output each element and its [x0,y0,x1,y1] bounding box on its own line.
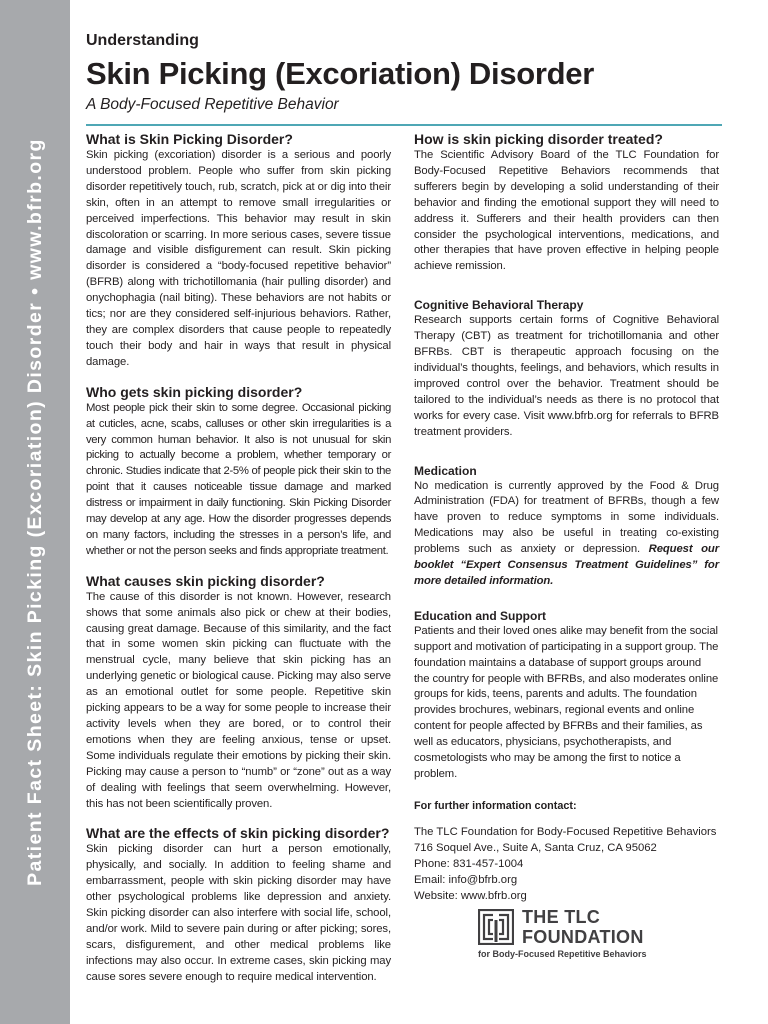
sidebar-band [0,0,70,1024]
left-column [86,130,391,986]
logo-text-line2: FOUNDATION [522,927,644,947]
section-body-who: Most people pick their skin to some degree. Occasional picking at cuticles, acne, scabs, calluses or other skin irregularities is a very common human behavior. It also is not unusual for skin picking to actually become a problem, whether temporary or chronic. Studies indicate that 2-5% of people pick their skin to the point that it causes noticeable tissue damage and marked distress or impairment in daily functioning. Skin Picking Disorder may develop at any age. How the disorder progresses depends on many factors, including the stresses in a person’s life, and whether or not the person seeks and finds appropriate treatment. [86,401,391,557]
contact-phone: Phone: 831-457-1004 [414,857,524,870]
contact-address: 716 Soquel Ave., Suite A, Santa Cruz, CA 95062 [414,841,657,854]
contact-block [414,824,719,904]
page-title: Skin Picking (Excoriation) Disorder [86,56,595,91]
medication-booklet-request: Request our booklet “Expert Consensus Treatment Guidelines” for more detailed information. [414,543,719,587]
section-body-what: Skin picking (excoriation) disorder is a serious and poorly understood problem. People who suffer from skin picking disorder repetitively touch, rub, scratch, pick at or dig into their skin, often in an attempt to remove small irregularities or perceived imperfections. This behavior may result in skin discoloration or scarring. In more serious cases, severe tissue damage and visible disfigurement can result. Skin picking disorder is considered a “body-focused repetitive behavior” (BFRB) along with trichotillomania (hair pulling disorder) and onychophagia (nail biting). These behaviors are not habits or tics; nor are they considered self-injurious behaviors. Rather, they are complex disorders that cause people to repeatedly touch their body and hair in ways that result in physical damage. [86,149,391,368]
section-body-causes: The cause of this disorder is not known. However, research shows that some animals also pick or chew at their bodies, causing great damage. Because of this similarity, and the fact that in some women skin picking can fluctuate with the menstrual cycle, many believe that skin picking has an underlying genetic or biological cause. Picking may also serve as an emotional outlet for some people. Repetitive skin picking appears to be a way for some people to increase their activity levels when they are bored, or to control their emotions when they are feeling anxious, tense or upset. Some individuals regulate their emotions by picking their skin. Picking may cause a person to “numb” or “zone” out as a way of dealing with feelings that seem overwhelming. However, this has not been scientifically proven. [86,590,391,810]
section-heading-effects: What are the effects of skin picking disorder? [86,825,390,842]
subsection-heading-cbt: Cognitive Behavioral Therapy [414,298,584,313]
contact-org: The TLC Foundation for Body-Focused Repetitive Behaviors [414,825,717,838]
section-heading-causes: What causes skin picking disorder? [86,572,325,589]
medication-text: No medication is currently approved by the Food & Drug Administration (FDA) for treatment of BFRBs, though a few have proven to reduce symptoms in some individuals. Medications may also be useful in treating co-existing problems such as anxiety or depression. [414,479,719,556]
section-heading-treated: How is skin picking disorder treated? [414,131,663,147]
subsection-body-medication [414,479,719,590]
subsection-heading-medication: Medication [414,463,477,478]
page-header [86,30,726,115]
sidebar-title: Patient Fact Sheet: Skin Picking (Excoriation) Disorder • www.bfrb.org [24,138,46,886]
contact-heading: For further information contact: [414,799,577,812]
section-heading-what: What is Skin Picking Disorder? [86,131,293,147]
right-column [414,130,719,904]
subsection-body-cbt: Research supports certain forms of Cognitive Behavioral Therapy (CBT) as treatment for trichotillomania and other BFRBs. CBT is therapeutic approach focusing on the individual’s thoughts, feelings, and behaviors, which results in improved control over the behavior. Treatment should be tailored to the individual’s needs as there is no protocol that works for every case. Visit www.bfrb.org for referrals to BFRB treatment providers. [414,314,719,438]
section-heading-who: Who gets skin picking disorder? [86,383,303,400]
subsection-heading-education: Education and Support [414,608,546,623]
subsection-body-education: Patients and their loved ones alike may benefit from the social support and motivation of participating in a support group. The foundation maintains a database of support groups around the country for people with BFRBs, and also moderates online groups for kids, teens, parents and adults. The foundation provides brochures, webinars, regional events and online content for people affected by BFRBs and their families, as well as educators, physicians, psychotherapists, and cosmetologists who may be among the first to notice a problem. [414,624,719,780]
tlc-foundation-logo [478,905,678,965]
contact-email[interactable]: Email: info@bfrb.org [414,873,518,886]
header-divider [86,124,722,126]
tlc-logo-mark-icon [478,909,514,945]
header-kicker: Understanding [86,32,199,49]
contact-website[interactable]: Website: www.bfrb.org [414,889,527,902]
logo-tagline: for Body-Focused Repetitive Behaviors [478,949,647,959]
section-body-treated: The Scientific Advisory Board of the TLC Foundation for Body-Focused Repetitive Behaviors recommends that sufferers begin by developing a solid understanding of their behavior and finding the emotional support they will need to address it. Sufferers and their health providers can then consider the psychological interventions, medications, and other therapies that have proven effective in helping people achieve remission. [414,149,719,273]
page-subtitle: A Body-Focused Repetitive Behavior [86,96,339,113]
section-body-effects: Skin picking disorder can hurt a person emotionally, physically, and socially. In addition to feeling shame and embarrassment, people with skin picking disorder may have other psychological problems like depression and anxiety. Skin picking disorder can also interfere with social life, school, and/or work. Mild to severe pain during or after picking; sores, scars, disfigurement, and other medical problems like infections may also occur. In extreme cases, skin picking may cause sores severe enough to require medical intervention. [86,843,391,983]
logo-text-line1: THE TLC [522,907,601,927]
